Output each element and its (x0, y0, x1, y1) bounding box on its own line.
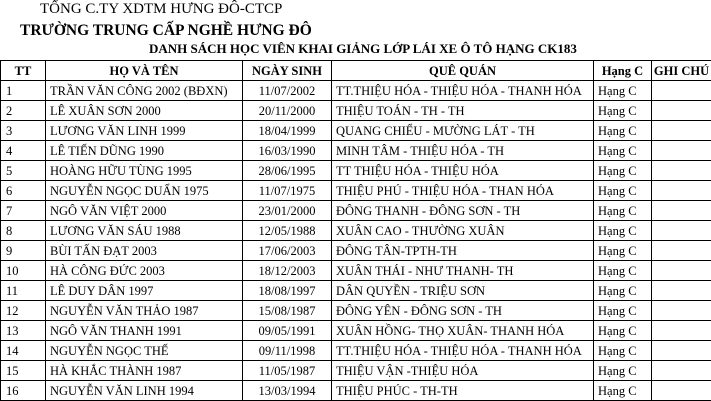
cell-tt: 11 (1, 281, 46, 301)
cell-note (652, 321, 711, 341)
cell-note (652, 101, 711, 121)
cell-name: BÙI TẤN ĐẠT 2003 (46, 241, 243, 261)
cell-dob: 11/07/1975 (243, 181, 332, 201)
cell-hometown: THIỆU PHÚC - TH-TH (332, 381, 594, 401)
cell-note (652, 301, 711, 321)
table-row (1, 141, 711, 161)
header-name: HỌ VÀ TÊN (46, 61, 243, 81)
cell-dob: 13/03/1994 (243, 381, 332, 401)
cell-name: NGUYỄN NGỌC THẾ (46, 341, 243, 361)
cell-hometown: ĐÔNG THANH - ĐÔNG SƠN - TH (332, 201, 594, 221)
cell-tt: 7 (1, 201, 46, 221)
cell-hometown: TT.THIỆU HÓA - THIỆU HÓA - THANH HÓA (332, 341, 594, 361)
cell-tt: 16 (1, 381, 46, 401)
cell-note (652, 341, 711, 361)
table-row (1, 261, 711, 281)
cell-dob: 18/08/1997 (243, 281, 332, 301)
cell-note (652, 381, 711, 401)
cell-class: Hạng C (594, 321, 652, 341)
cell-dob: 11/05/1987 (243, 361, 332, 381)
cell-tt: 3 (1, 121, 46, 141)
cell-note (652, 181, 711, 201)
cell-note (652, 361, 711, 381)
cell-hometown: THIỆU TOÁN - TH - TH (332, 101, 594, 121)
cell-note (652, 261, 711, 281)
table-row (1, 121, 711, 141)
cell-note (652, 221, 711, 241)
cell-name: TRẦN VĂN CÔNG 2002 (BĐXN) (46, 81, 243, 101)
cell-note (652, 241, 711, 261)
cell-dob: 09/05/1991 (243, 321, 332, 341)
cell-tt: 12 (1, 301, 46, 321)
cell-class: Hạng C (594, 361, 652, 381)
cell-dob: 20/11/2000 (243, 101, 332, 121)
cell-name: LÊ XUÂN SƠN 2000 (46, 101, 243, 121)
student-table (0, 60, 711, 401)
cell-tt: 9 (1, 241, 46, 261)
cell-tt: 5 (1, 161, 46, 181)
table-row (1, 101, 711, 121)
cell-name: LƯƠNG VĂN SÁU 1988 (46, 221, 243, 241)
cell-note (652, 81, 711, 101)
cell-dob: 09/11/1998 (243, 341, 332, 361)
cell-class: Hạng C (594, 301, 652, 321)
cell-dob: 28/06/1995 (243, 161, 332, 181)
table-row (1, 221, 711, 241)
cell-note (652, 121, 711, 141)
cell-dob: 15/08/1987 (243, 301, 332, 321)
header-dob: NGÀY SINH (243, 61, 332, 81)
table-header-row (1, 61, 711, 81)
cell-name: NGÔ VĂN VIỆT 2000 (46, 201, 243, 221)
table-row (1, 361, 711, 381)
header-class: Hạng C (594, 61, 652, 81)
cell-tt: 15 (1, 361, 46, 381)
cell-class: Hạng C (594, 381, 652, 401)
cell-hometown: XUÂN CAO - THƯỜNG XUÂN (332, 221, 594, 241)
cell-hometown: XUÂN THÁI - NHƯ THANH- TH (332, 261, 594, 281)
cell-name: NGUYỄN VĂN LINH 1994 (46, 381, 243, 401)
cell-note (652, 201, 711, 221)
cell-tt: 6 (1, 181, 46, 201)
table-row (1, 161, 711, 181)
document-title: DANH SÁCH HỌC VIÊN KHAI GIẢNG LỚP LÁI XE Ô TÔ HẠNG CK183 (149, 41, 577, 56)
cell-tt: 10 (1, 261, 46, 281)
school-name: TRƯỜNG TRUNG CẤP NGHỀ HƯNG ĐÔ (20, 22, 312, 39)
cell-hometown: THIỆU PHÚ - THIỆU HÓA - THAN HÓA (332, 181, 594, 201)
cell-class: Hạng C (594, 161, 652, 181)
cell-hometown: ĐÔNG TÂN-TPTH-TH (332, 241, 594, 261)
cell-note (652, 161, 711, 181)
cell-hometown: THIỆU VẬN -THIỆU HÓA (332, 361, 594, 381)
cell-name: HÀ CÔNG ĐỨC 2003 (46, 261, 243, 281)
cell-class: Hạng C (594, 201, 652, 221)
table-row (1, 281, 711, 301)
table-row (1, 181, 711, 201)
cell-tt: 13 (1, 321, 46, 341)
cell-dob: 23/01/2000 (243, 201, 332, 221)
cell-dob: 18/04/1999 (243, 121, 332, 141)
table-row (1, 301, 711, 321)
company-name: TỔNG C.TY XDTM HƯNG ĐÔ-CTCP (40, 1, 283, 17)
cell-note (652, 281, 711, 301)
cell-class: Hạng C (594, 241, 652, 261)
cell-name: NGUYỄN VĂN THẢO 1987 (46, 301, 243, 321)
cell-name: HOÀNG HỮU TÙNG 1995 (46, 161, 243, 181)
cell-class: Hạng C (594, 101, 652, 121)
cell-hometown: DÂN QUYỀN - TRIỆU SƠN (332, 281, 594, 301)
cell-class: Hạng C (594, 221, 652, 241)
cell-hometown: MINH TÂM - THIỆU HÓA - TH (332, 141, 594, 161)
cell-note (652, 141, 711, 161)
cell-class: Hạng C (594, 81, 652, 101)
cell-name: LÊ TIẾN DŨNG 1990 (46, 141, 243, 161)
cell-dob: 18/12/2003 (243, 261, 332, 281)
cell-name: LÊ DUY DÂN 1997 (46, 281, 243, 301)
table-row (1, 341, 711, 361)
cell-name: LƯƠNG VĂN LINH 1999 (46, 121, 243, 141)
header-tt: TT (1, 61, 46, 81)
cell-tt: 8 (1, 221, 46, 241)
cell-dob: 17/06/2003 (243, 241, 332, 261)
cell-name: NGUYỄN NGỌC DUẨN 1975 (46, 181, 243, 201)
cell-tt: 4 (1, 141, 46, 161)
cell-class: Hạng C (594, 121, 652, 141)
table-row (1, 381, 711, 401)
cell-hometown: XUÂN HỒNG- THỌ XUÂN- THANH HÓA (332, 321, 594, 341)
cell-tt: 2 (1, 101, 46, 121)
table-row (1, 201, 711, 221)
table-row (1, 241, 711, 261)
cell-dob: 16/03/1990 (243, 141, 332, 161)
header-note: GHI CHÚ (652, 61, 711, 81)
cell-class: Hạng C (594, 261, 652, 281)
cell-class: Hạng C (594, 141, 652, 161)
cell-hometown: TT THIỆU HÓA - THIỆU HÓA (332, 161, 594, 181)
table-row (1, 81, 711, 101)
cell-hometown: TT.THIỆU HÓA - THIỆU HÓA - THANH HÓA (332, 81, 594, 101)
cell-tt: 1 (1, 81, 46, 101)
cell-dob: 12/05/1988 (243, 221, 332, 241)
header-hometown: QUÊ QUÁN (332, 61, 594, 81)
cell-hometown: ĐÔNG YÊN - ĐÔNG SƠN - TH (332, 301, 594, 321)
cell-class: Hạng C (594, 341, 652, 361)
table-row (1, 321, 711, 341)
cell-class: Hạng C (594, 181, 652, 201)
cell-hometown: QUANG CHIỂU - MƯỜNG LÁT - TH (332, 121, 594, 141)
cell-class: Hạng C (594, 281, 652, 301)
cell-name: HÀ KHẮC THÀNH 1987 (46, 361, 243, 381)
cell-tt: 14 (1, 341, 46, 361)
cell-dob: 11/07/2002 (243, 81, 332, 101)
cell-name: NGÔ VĂN THANH 1991 (46, 321, 243, 341)
